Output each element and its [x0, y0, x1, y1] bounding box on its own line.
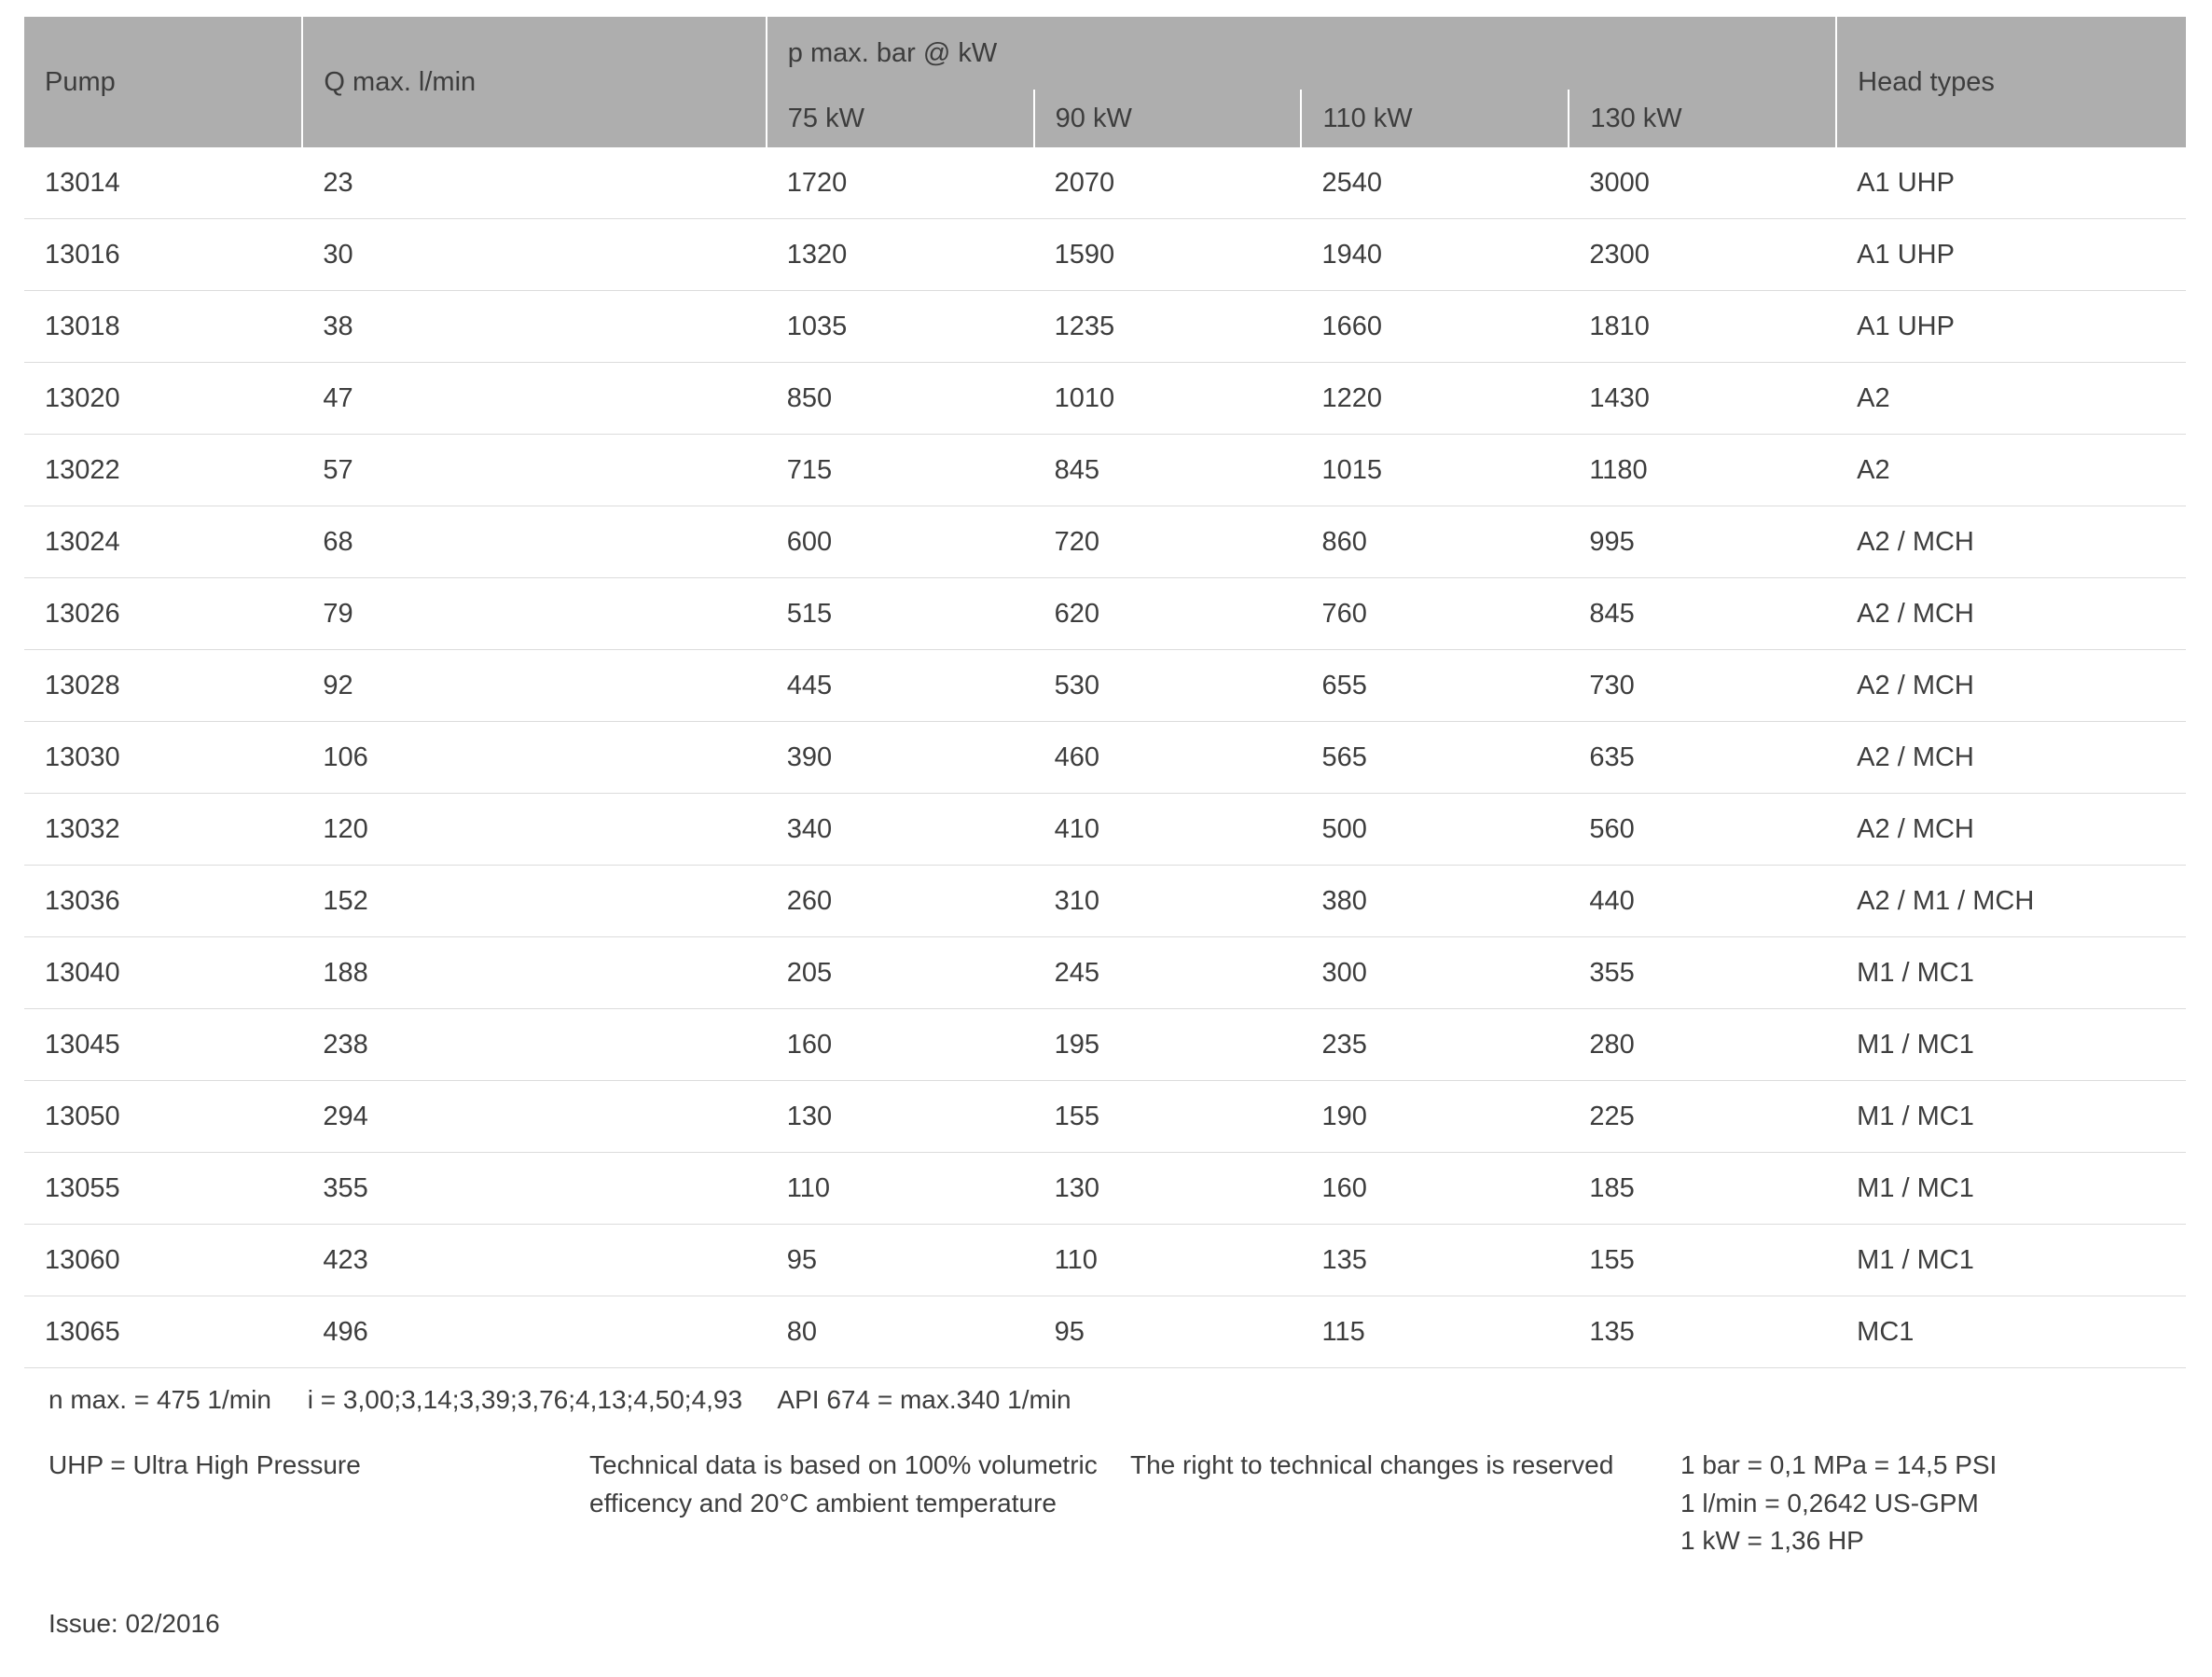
- cell-p75: 1720: [767, 147, 1034, 219]
- cell-p75: 850: [767, 363, 1034, 435]
- column-header-90kw: 90 kW: [1034, 90, 1302, 147]
- cell-p110: 860: [1301, 506, 1569, 578]
- cell-p130: 560: [1569, 794, 1836, 866]
- cell-p110: 1940: [1301, 219, 1569, 291]
- cell-head: M1 / MC1: [1836, 1153, 2186, 1225]
- cell-p130: 1430: [1569, 363, 1836, 435]
- footnote-uhp-text: UHP = Ultra High Pressure: [48, 1450, 361, 1479]
- cell-p130: 155: [1569, 1225, 1836, 1296]
- cell-p130: 440: [1569, 866, 1836, 937]
- cell-qmax: 152: [302, 866, 766, 937]
- note-speed-ratios: n max. = 475 1/min i = 3,00;3,14;3,39;3,76;4,13;4,50;4,93 API 674 = max.340 1/min: [48, 1385, 1071, 1414]
- cell-p90: 110: [1034, 1225, 1302, 1296]
- cell-p90: 195: [1034, 1009, 1302, 1081]
- table-row: [24, 435, 2186, 506]
- cell-p110: 160: [1301, 1153, 1569, 1225]
- cell-p90: 845: [1034, 435, 1302, 506]
- cell-p130: 2300: [1569, 219, 1836, 291]
- cell-p90: 1235: [1034, 291, 1302, 363]
- cell-p110: 380: [1301, 866, 1569, 937]
- column-header-75kw: 75 kW: [767, 90, 1034, 147]
- cell-p75: 715: [767, 435, 1034, 506]
- cell-p110: 500: [1301, 794, 1569, 866]
- cell-qmax: 355: [302, 1153, 766, 1225]
- cell-head: M1 / MC1: [1836, 1225, 2186, 1296]
- column-header-head-types: Head types: [1836, 17, 2186, 147]
- table-row: [24, 578, 2186, 650]
- cell-p110: 1660: [1301, 291, 1569, 363]
- table-row: [24, 722, 2186, 794]
- cell-pump: 13024: [24, 506, 302, 578]
- cell-p110: 1015: [1301, 435, 1569, 506]
- notes-section: [24, 1385, 2188, 1415]
- cell-head: A2: [1836, 435, 2186, 506]
- table-row: [24, 866, 2186, 937]
- cell-p110: 565: [1301, 722, 1569, 794]
- cell-qmax: 92: [302, 650, 766, 722]
- cell-qmax: 188: [302, 937, 766, 1009]
- cell-p75: 110: [767, 1153, 1034, 1225]
- cell-pump: 13036: [24, 866, 302, 937]
- cell-pump: 13020: [24, 363, 302, 435]
- conversion-lmin: 1 l/min = 0,2642 US-GPM: [1680, 1488, 1979, 1518]
- cell-pump: 13055: [24, 1153, 302, 1225]
- cell-head: A1 UHP: [1836, 291, 2186, 363]
- cell-qmax: 423: [302, 1225, 766, 1296]
- footnote-uhp: [48, 1447, 589, 1485]
- cell-head: A2: [1836, 363, 2186, 435]
- cell-p110: 1220: [1301, 363, 1569, 435]
- cell-p110: 300: [1301, 937, 1569, 1009]
- table-row: [24, 363, 2186, 435]
- cell-head: A2 / MCH: [1836, 650, 2186, 722]
- cell-p90: 620: [1034, 578, 1302, 650]
- cell-qmax: 57: [302, 435, 766, 506]
- table-row: [24, 1225, 2186, 1296]
- footnote-changes-reserved: [1130, 1447, 1680, 1485]
- cell-p75: 205: [767, 937, 1034, 1009]
- cell-qmax: 23: [302, 147, 766, 219]
- column-header-pump: Pump: [24, 17, 302, 147]
- cell-pump: 13018: [24, 291, 302, 363]
- table-row: [24, 937, 2186, 1009]
- cell-pump: 13065: [24, 1296, 302, 1368]
- cell-p110: 760: [1301, 578, 1569, 650]
- cell-p130: 185: [1569, 1153, 1836, 1225]
- table-row: [24, 291, 2186, 363]
- cell-qmax: 106: [302, 722, 766, 794]
- cell-p90: 155: [1034, 1081, 1302, 1153]
- column-header-110kw: 110 kW: [1301, 90, 1569, 147]
- cell-head: M1 / MC1: [1836, 1081, 2186, 1153]
- cell-p90: 245: [1034, 937, 1302, 1009]
- conversion-kw: 1 kW = 1,36 HP: [1680, 1526, 1864, 1556]
- cell-p90: 530: [1034, 650, 1302, 722]
- column-header-qmax: Q max. l/min: [302, 17, 766, 147]
- footnote-conversions: [1680, 1447, 2165, 1560]
- cell-p130: 1810: [1569, 291, 1836, 363]
- cell-p110: 235: [1301, 1009, 1569, 1081]
- cell-pump: 13014: [24, 147, 302, 219]
- cell-qmax: 238: [302, 1009, 766, 1081]
- cell-qmax: 79: [302, 578, 766, 650]
- cell-p110: 115: [1301, 1296, 1569, 1368]
- cell-p130: 3000: [1569, 147, 1836, 219]
- table-row: [24, 1009, 2186, 1081]
- cell-p75: 80: [767, 1296, 1034, 1368]
- column-header-130kw: 130 kW: [1569, 90, 1836, 147]
- cell-p90: 1590: [1034, 219, 1302, 291]
- cell-p75: 130: [767, 1081, 1034, 1153]
- cell-p110: 135: [1301, 1225, 1569, 1296]
- cell-head: A2 / M1 / MCH: [1836, 866, 2186, 937]
- header-row-primary: [24, 17, 2186, 90]
- cell-p130: 845: [1569, 578, 1836, 650]
- cell-p75: 515: [767, 578, 1034, 650]
- cell-qmax: 496: [302, 1296, 766, 1368]
- cell-pump: 13028: [24, 650, 302, 722]
- cell-pump: 13040: [24, 937, 302, 1009]
- table-header: [24, 17, 2186, 147]
- table-row: [24, 219, 2186, 291]
- cell-pump: 13026: [24, 578, 302, 650]
- cell-p130: 280: [1569, 1009, 1836, 1081]
- footnote-technical-data: [589, 1447, 1130, 1522]
- cell-p75: 260: [767, 866, 1034, 937]
- cell-p110: 2540: [1301, 147, 1569, 219]
- cell-p130: 1180: [1569, 435, 1836, 506]
- cell-p90: 130: [1034, 1153, 1302, 1225]
- cell-p130: 995: [1569, 506, 1836, 578]
- cell-p75: 340: [767, 794, 1034, 866]
- conversion-bar: 1 bar = 0,1 MPa = 14,5 PSI: [1680, 1450, 1998, 1479]
- table-row: [24, 1296, 2186, 1368]
- cell-head: M1 / MC1: [1836, 937, 2186, 1009]
- cell-p75: 600: [767, 506, 1034, 578]
- cell-pump: 13045: [24, 1009, 302, 1081]
- cell-p130: 730: [1569, 650, 1836, 722]
- column-header-pmax: p max. bar @ kW: [767, 17, 1836, 90]
- cell-p130: 135: [1569, 1296, 1836, 1368]
- table-body: [24, 147, 2186, 1368]
- cell-head: A2 / MCH: [1836, 722, 2186, 794]
- footnote-technical-data-text: Technical data is based on 100% volumetric efficency and 20°C ambient temperature: [589, 1450, 1098, 1518]
- issue-date: Issue: 02/2016: [48, 1608, 220, 1638]
- cell-p75: 1320: [767, 219, 1034, 291]
- cell-p90: 460: [1034, 722, 1302, 794]
- cell-qmax: 120: [302, 794, 766, 866]
- cell-pump: 13016: [24, 219, 302, 291]
- cell-p110: 655: [1301, 650, 1569, 722]
- cell-qmax: 30: [302, 219, 766, 291]
- table-row: [24, 1081, 2186, 1153]
- cell-p90: 1010: [1034, 363, 1302, 435]
- cell-qmax: 294: [302, 1081, 766, 1153]
- table-row: [24, 506, 2186, 578]
- cell-head: MC1: [1836, 1296, 2186, 1368]
- cell-qmax: 38: [302, 291, 766, 363]
- cell-p90: 95: [1034, 1296, 1302, 1368]
- cell-p75: 445: [767, 650, 1034, 722]
- cell-p110: 190: [1301, 1081, 1569, 1153]
- cell-pump: 13050: [24, 1081, 302, 1153]
- cell-p90: 310: [1034, 866, 1302, 937]
- cell-pump: 13030: [24, 722, 302, 794]
- cell-p75: 95: [767, 1225, 1034, 1296]
- cell-head: A2 / MCH: [1836, 794, 2186, 866]
- table-row: [24, 147, 2186, 219]
- cell-p130: 355: [1569, 937, 1836, 1009]
- cell-p75: 1035: [767, 291, 1034, 363]
- footnotes-grid: [24, 1447, 2188, 1560]
- cell-p90: 2070: [1034, 147, 1302, 219]
- cell-head: A1 UHP: [1836, 219, 2186, 291]
- cell-qmax: 47: [302, 363, 766, 435]
- cell-head: A2 / MCH: [1836, 506, 2186, 578]
- cell-head: A2 / MCH: [1836, 578, 2186, 650]
- cell-p130: 225: [1569, 1081, 1836, 1153]
- footnote-changes-reserved-text: The right to technical changes is reserved: [1130, 1450, 1614, 1479]
- cell-p75: 160: [767, 1009, 1034, 1081]
- cell-p130: 635: [1569, 722, 1836, 794]
- cell-head: M1 / MC1: [1836, 1009, 2186, 1081]
- cell-head: A1 UHP: [1836, 147, 2186, 219]
- table-row: [24, 1153, 2186, 1225]
- cell-p90: 720: [1034, 506, 1302, 578]
- pump-spec-table: [24, 17, 2186, 1368]
- table-row: [24, 794, 2186, 866]
- table-row: [24, 650, 2186, 722]
- cell-pump: 13032: [24, 794, 302, 866]
- cell-pump: 13022: [24, 435, 302, 506]
- cell-p90: 410: [1034, 794, 1302, 866]
- cell-p75: 390: [767, 722, 1034, 794]
- cell-pump: 13060: [24, 1225, 302, 1296]
- cell-qmax: 68: [302, 506, 766, 578]
